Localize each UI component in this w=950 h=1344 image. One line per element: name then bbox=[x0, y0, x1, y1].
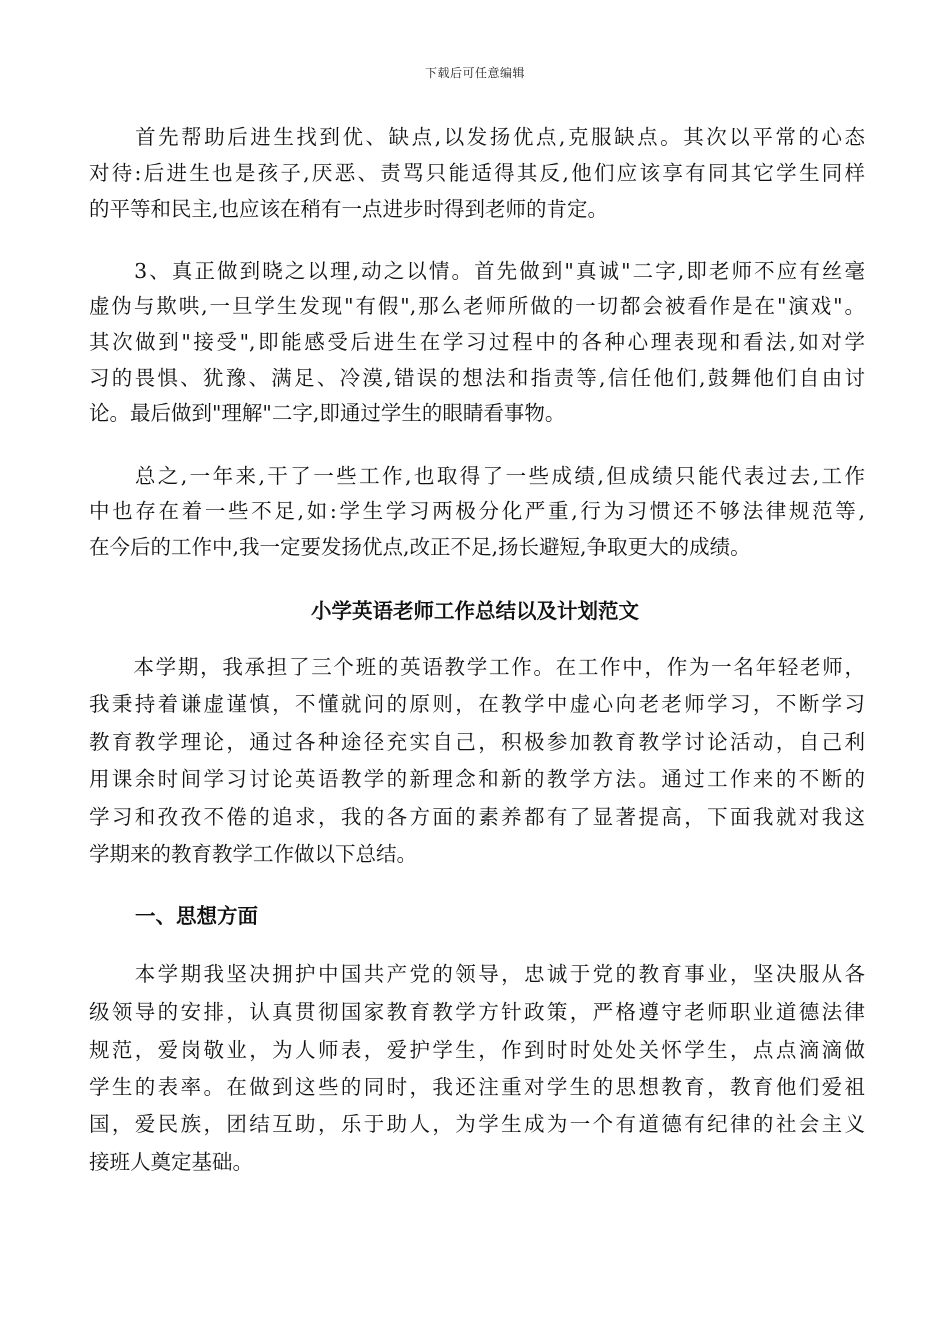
text-line: 学期来的教育教学工作做以下总结。 bbox=[89, 842, 417, 866]
text-line: 虚伪与欺哄,一旦学生发现"有假",那么老师所做的一切都会被看作是在"演戏"。 bbox=[89, 294, 865, 318]
text-line: 国，爱民族，团结互助，乐于助人，为学生成为一个有道德有纪律的社会主义 bbox=[89, 1112, 865, 1136]
text-line: 本学期我坚决拥护中国共产党的领导，忠诚于党的教育事业，坚决服从各 bbox=[89, 962, 865, 986]
text-line: 教育教学理论，通过各种途径充实自己，积极参加教育教学讨论活动，自己利 bbox=[89, 730, 865, 754]
section-heading: 一、思想方面 bbox=[135, 904, 258, 928]
text-line: 其次做到"接受",即能感受后进生在学习过程中的各种心理表现和看法,如对学 bbox=[89, 330, 865, 354]
text-line: 我秉持着谦虚谨慎，不懂就问的原则，在教学中虚心向老老师学习，不断学习 bbox=[89, 692, 865, 716]
text-line: 中也存在着一些不足,如:学生学习两极分化严重,行为习惯还不够法律规范等, bbox=[89, 499, 865, 523]
text-line: 总之,一年来,干了一些工作,也取得了一些成绩,但成绩只能代表过去,工作 bbox=[89, 464, 865, 488]
text-line: 的平等和民主,也应该在稍有一点进步时得到老师的肯定。 bbox=[89, 197, 609, 221]
text-line: 接班人奠定基础。 bbox=[89, 1150, 253, 1174]
page-header: 下载后可任意编辑 bbox=[424, 66, 525, 80]
text-line: 论。最后做到"理解"二字,即通过学生的眼睛看事物。 bbox=[89, 401, 566, 425]
text-line: 对待:后进生也是孩子,厌恶、责骂只能适得其反,他们应该享有同其它学生同样 bbox=[89, 161, 865, 185]
text-line: 学生的表率。在做到这些的同时，我还注重对学生的思想教育，教育他们爱祖 bbox=[89, 1075, 865, 1099]
text-line: 用课余时间学习讨论英语教学的新理念和新的教学方法。通过工作来的不断的 bbox=[89, 767, 865, 791]
text-line: 3、真正做到晓之以理,动之以情。首先做到"真诚"二字,即老师不应有丝毫 bbox=[89, 259, 865, 283]
section-title: 小学英语老师工作总结以及计划范文 bbox=[311, 599, 639, 623]
text-line: 首先帮助后进生找到优、缺点,以发扬优点,克服缺点。其次以平常的心态 bbox=[89, 125, 865, 149]
text-line: 学习和孜孜不倦的追求，我的各方面的素养都有了显著提高，下面我就对我这 bbox=[89, 805, 865, 829]
text-line: 习的畏惧、犹豫、满足、冷漠,错误的想法和指责等,信任他们,鼓舞他们自由讨 bbox=[89, 366, 865, 390]
text-line: 本学期，我承担了三个班的英语教学工作。在工作中，作为一名年轻老师， bbox=[89, 655, 865, 679]
text-line: 级领导的安排，认真贯彻国家教育教学方针政策，严格遵守老师职业道德法律 bbox=[89, 1000, 865, 1024]
text-line: 规范，爱岗敬业，为人师表，爱护学生，作到时时处处关怀学生，点点滴滴做 bbox=[89, 1038, 865, 1062]
text-line: 在今后的工作中,我一定要发扬优点,改正不足,扬长避短,争取更大的成绩。 bbox=[89, 535, 751, 559]
